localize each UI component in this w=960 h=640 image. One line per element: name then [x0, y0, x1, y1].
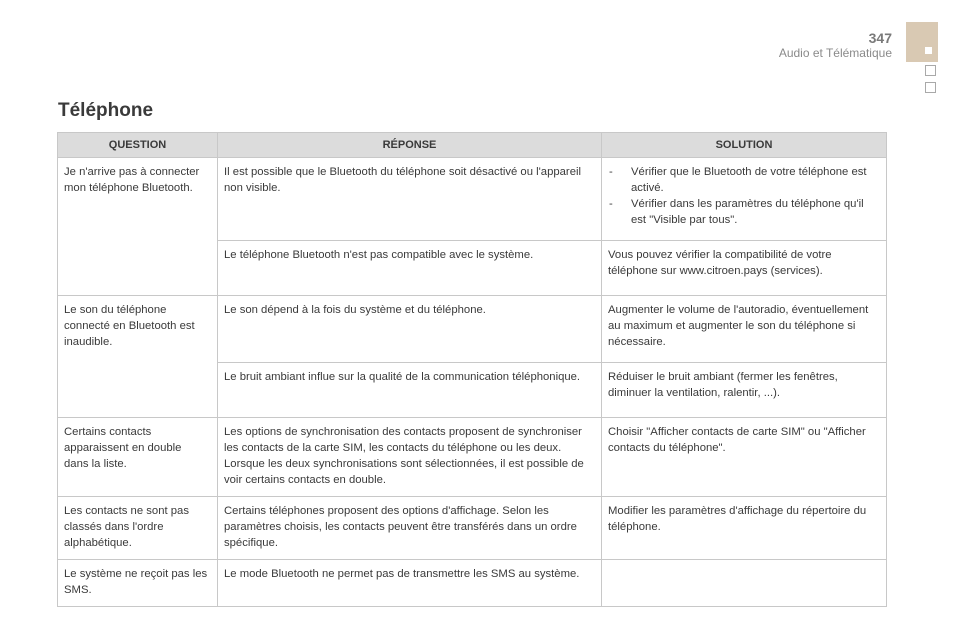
page-title: Téléphone — [58, 100, 154, 121]
tab-box-icon — [925, 82, 936, 93]
solution-cell: Choisir "Afficher contacts de carte SIM" ou "Afficher contacts du téléphone". — [602, 418, 887, 497]
solution-list — [608, 164, 878, 228]
chapter-tab — [906, 22, 938, 62]
table-row — [58, 418, 887, 497]
section-name: Audio et Télématique — [778, 46, 892, 60]
response-cell: Certains téléphones proposent des options d'affichage. Selon les paramètres choisis, les contacts peuvent être transférés dans un ordre spécifique. — [218, 497, 602, 560]
table-row — [58, 296, 887, 363]
solution-cell: Augmenter le volume de l'autoradio, éventuellement au maximum et augmenter le son du téléphone si nécessaire. — [602, 296, 887, 363]
page-number: 347 — [868, 30, 892, 46]
faq-table — [57, 132, 887, 607]
solution-cell: Réduiser le bruit ambiant (fermer les fenêtres, diminuer la ventilation, ralentir, ...). — [602, 363, 887, 418]
solution-cell — [602, 158, 887, 241]
column-header-question: QUESTION — [58, 133, 218, 158]
response-cell: Les options de synchronisation des contacts proposent de synchroniser les contacts de la carte SIM, les contacts du téléphone ou les deux. Lorsque les deux synchronisations sont sélectionnées, il est possible de voir certains contacts en double. — [218, 418, 602, 497]
table-header-row — [58, 133, 887, 158]
solution-cell: Modifier les paramètres d'affichage du répertoire du téléphone. — [602, 497, 887, 560]
table-row — [58, 560, 887, 607]
response-cell: Le son dépend à la fois du système et du téléphone. — [218, 296, 602, 363]
tab-square-icon — [925, 47, 932, 54]
list-item: - Vérifier que le Bluetooth de votre téléphone est activé. — [608, 164, 878, 196]
solution-cell — [602, 560, 887, 607]
response-cell: Le mode Bluetooth ne permet pas de transmettre les SMS au système. — [218, 560, 602, 607]
question-cell: Le système ne reçoit pas les SMS. — [58, 560, 218, 607]
response-cell: Le bruit ambiant influe sur la qualité de la communication téléphonique. — [218, 363, 602, 418]
column-header-response: RÉPONSE — [218, 133, 602, 158]
question-cell: Je n'arrive pas à connecter mon téléphone Bluetooth. — [58, 158, 218, 296]
question-cell: Certains contacts apparaissent en double dans la liste. — [58, 418, 218, 497]
list-item: - Vérifier dans les paramètres du téléphone qu'il est "Visible par tous". — [608, 196, 878, 228]
question-cell: Les contacts ne sont pas classés dans l'ordre alphabétique. — [58, 497, 218, 560]
response-cell: Le téléphone Bluetooth n'est pas compatible avec le système. — [218, 241, 602, 296]
table-row — [58, 497, 887, 560]
table-row — [58, 158, 887, 241]
question-cell: Le son du téléphone connecté en Bluetooth est inaudible. — [58, 296, 218, 418]
column-header-solution: SOLUTION — [602, 133, 887, 158]
tab-box-icon — [925, 65, 936, 76]
response-cell: Il est possible que le Bluetooth du téléphone soit désactivé ou l'appareil non visible. — [218, 158, 602, 241]
solution-cell: Vous pouvez vérifier la compatibilité de votre téléphone sur www.citroen.pays (services). — [602, 241, 887, 296]
